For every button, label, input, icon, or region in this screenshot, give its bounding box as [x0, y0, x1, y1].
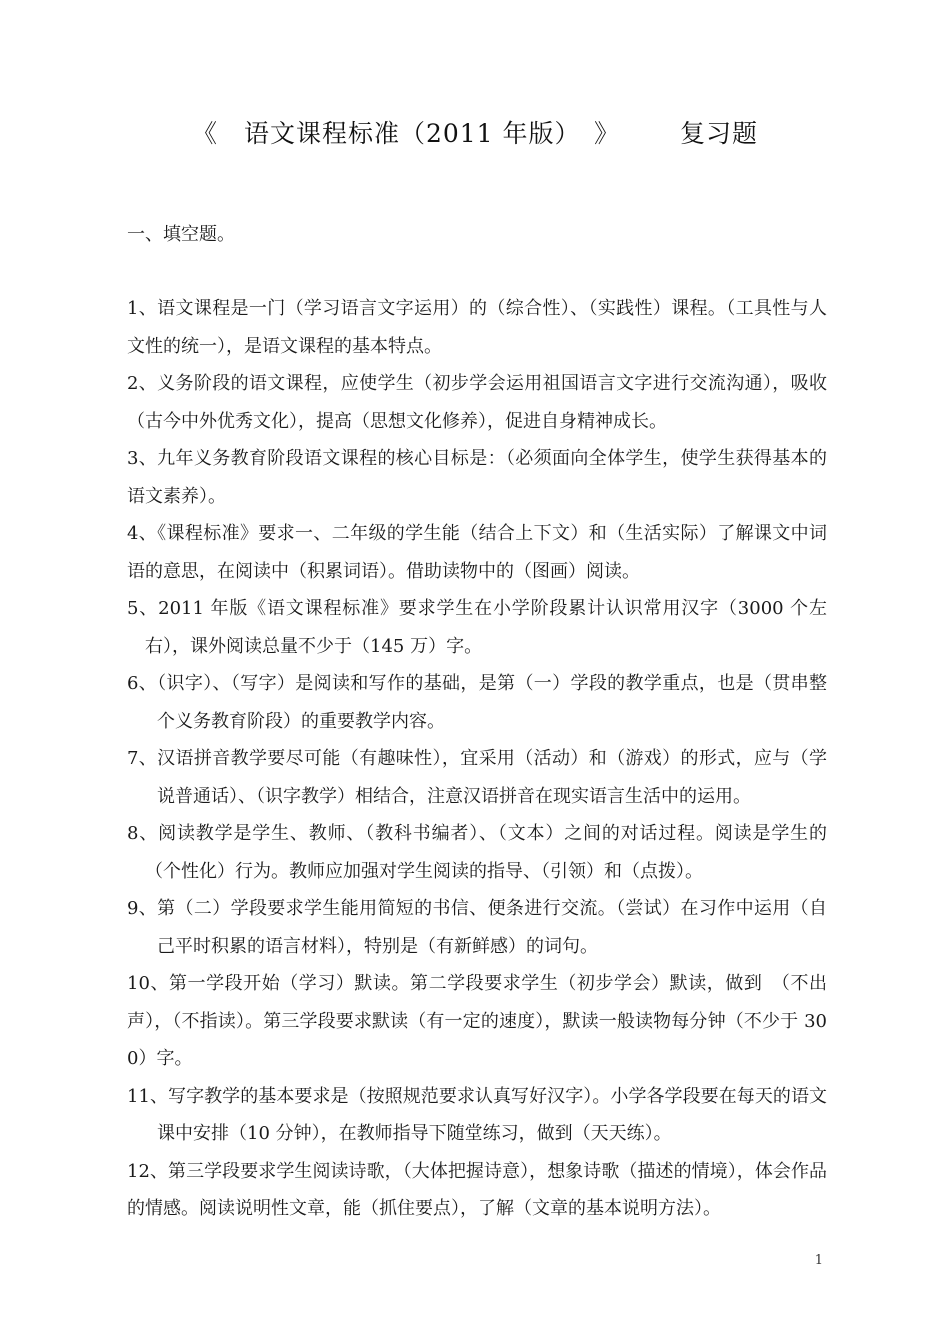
title-suffix: 复习题: [680, 119, 759, 148]
question-8: 8、阅读教学是学生、教师、（教科书编者）、（文本）之间的对话过程。阅读是学生的（个性化）行为。教师应加强对学生阅读的指导、（引领）和（点拨）。: [127, 823, 827, 882]
question-2: 2、义务阶段的语文课程，应使学生（初步学会运用祖国语言文字进行交流沟通），吸收（古今中外优秀文化），提高（思想文化修养），促进自身精神成长。: [127, 373, 827, 432]
question-list: [127, 290, 827, 1228]
question-4: 4、《课程标准》要求一、二年级的学生能（结合上下文）和（生活实际）了解课文中词语的意思，在阅读中（积累词语）。借助读物中的（图画）阅读。: [127, 523, 827, 582]
title-main: 《 语文课程标准（2011 年版） 》: [191, 119, 621, 148]
question-11: 11、写字教学的基本要求是（按照规范要求认真写好汉字）。小学各学段要在每天的语文课中安排（10 分钟），在教师指导下随堂练习，做到（天天练）。: [127, 1085, 827, 1144]
question-1: 1、语文课程是一门（学习语言文字运用）的（综合性）、（实践性）课程。（工具性与人文性的统一），是语文课程的基本特点。: [127, 298, 827, 357]
question-6: 6、（识字）、（写字）是阅读和写作的基础，是第（一）学段的教学重点，也是（贯串整个义务教育阶段）的重要教学内容。: [127, 673, 827, 732]
question-10: 10、第一学段开始（学习）默读。第二学段要求学生（初步学会）默读，做到 （不出声），（不指读）。第三学段要求默读（有一定的速度），默读一般读物每分钟（不少于 300）字。: [127, 973, 827, 1069]
question-7: 7、汉语拼音教学要尽可能（有趣味性），宜采用（活动）和（游戏）的形式，应与（学说普通话）、（识字教学）相结合，注意汉语拼音在现实语言生活中的运用。: [127, 748, 827, 807]
question-9: 9、第（二）学段要求学生能用简短的书信、便条进行交流。（尝试）在习作中运用（自己平时积累的语言材料），特别是（有新鲜感）的词句。: [127, 898, 827, 957]
question-3: 3、九年义务教育阶段语文课程的核心目标是：（必须面向全体学生，使学生获得基本的语文素养）。: [127, 448, 827, 507]
question-5: 5、2011 年版《语文课程标准》要求学生在小学阶段累计认识常用汉字（3000 个左右），课外阅读总量不少于（145 万）字。: [127, 598, 827, 657]
section-heading: 一、填空题。: [127, 224, 235, 245]
question-12: 12、第三学段要求学生阅读诗歌，（大体把握诗意），想象诗歌（描述的情境），体会作品的情感。阅读说明性文章，能（抓住要点），了解（文章的基本说明方法）。: [127, 1160, 827, 1219]
page-number: 1: [814, 1253, 823, 1268]
page-title: [0, 114, 950, 154]
